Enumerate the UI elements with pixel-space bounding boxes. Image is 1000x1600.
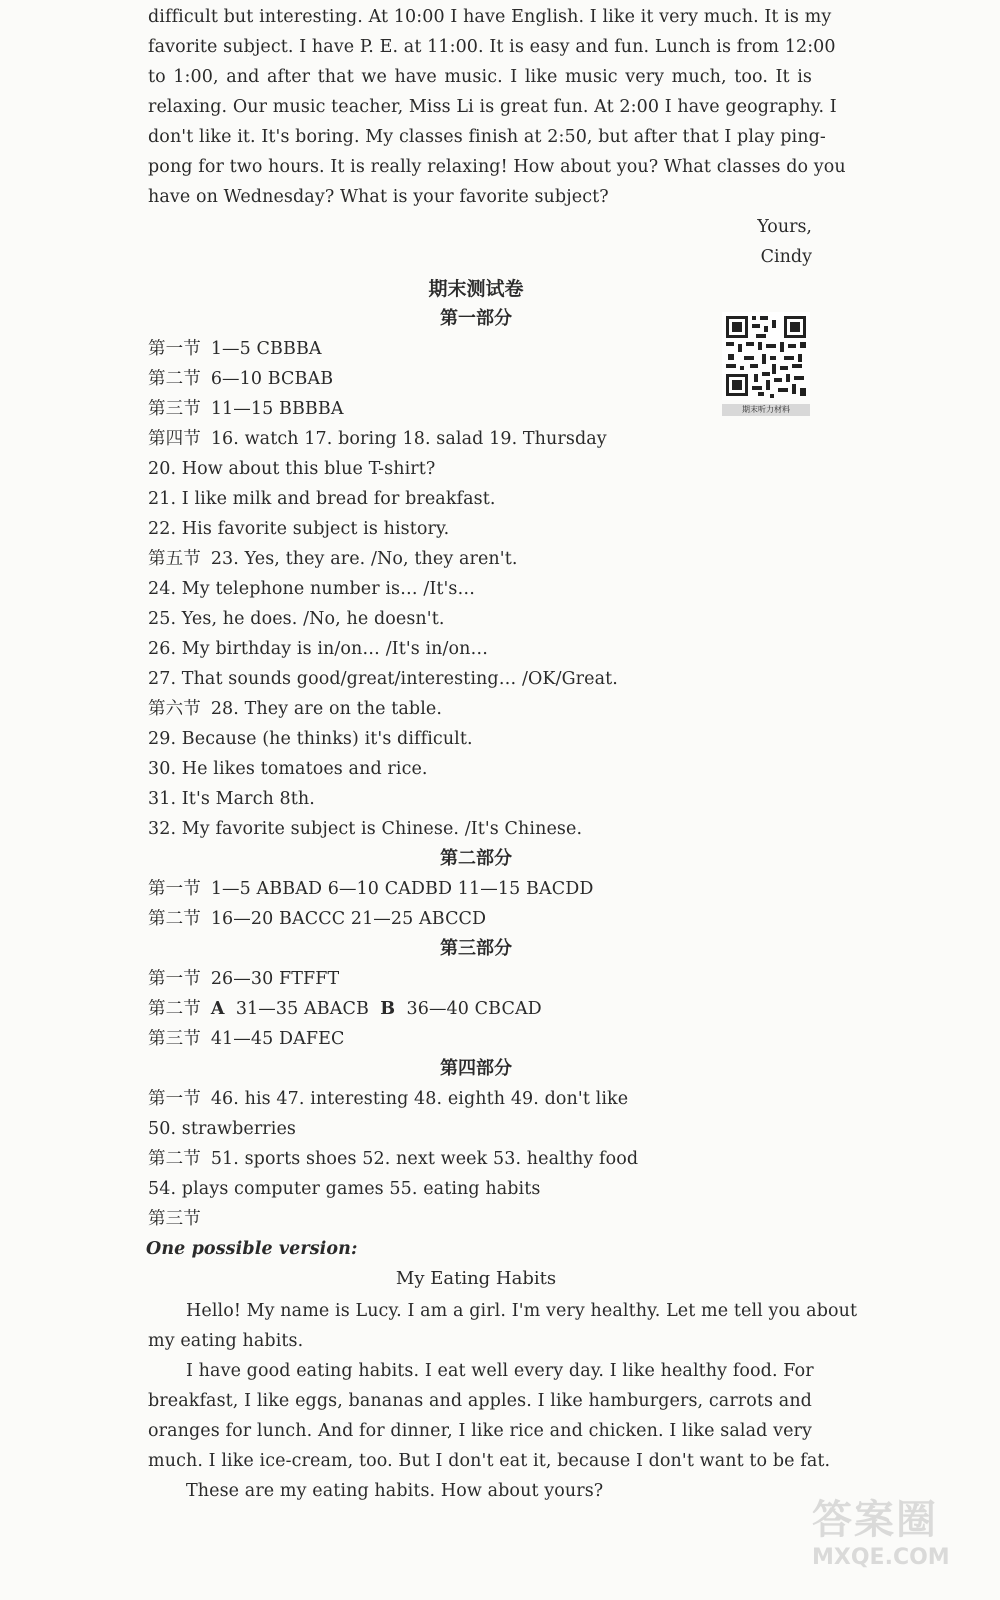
answer-text: 29. Because (he thinks) it's difficult.	[148, 729, 473, 749]
answer-text: 20. How about this blue T-shirt?	[148, 459, 436, 479]
essay-line: I have good eating habits. I eat well every day. I like healthy food. For	[186, 1361, 814, 1381]
answer-line	[148, 394, 344, 424]
answer-text: 23. Yes, they are. /No, they aren't.	[210, 549, 518, 569]
section-label: 第二节	[148, 1149, 201, 1169]
answer-text: 31. It's March 8th.	[148, 789, 315, 809]
subsection-a: A	[210, 999, 225, 1019]
essay-line: oranges for lunch. And for dinner, I like rice and chicken. I like salad very	[148, 1421, 812, 1441]
answer-text: 11—15 BBBBA	[210, 399, 344, 419]
answer-line	[148, 364, 333, 394]
answer-line	[148, 1204, 211, 1234]
letter-closing: Yours,	[757, 217, 812, 237]
answer-text: 25. Yes, he does. /No, he doesn't.	[148, 609, 445, 629]
answer-line	[148, 904, 486, 934]
answer-line	[148, 424, 607, 454]
answer-text: 30. He likes tomatoes and rice.	[148, 759, 428, 779]
essay-line: These are my eating habits. How about yours?	[186, 1481, 604, 1501]
answer-line	[148, 1114, 296, 1144]
answer-line	[148, 994, 542, 1024]
section-label: 第四节	[148, 429, 201, 449]
answer-text: 24. My telephone number is… /It's…	[148, 579, 476, 599]
section-label: 第一节	[148, 879, 201, 899]
answer-text: 28. They are on the table.	[210, 699, 443, 719]
section-label: 第二节	[148, 369, 201, 389]
letter-line: have on Wednesday? What is your favorite subject?	[148, 187, 609, 207]
answer-text: 26. My birthday is in/on… /It's in/on…	[148, 639, 489, 659]
answer-text: 16. watch 17. boring 18. salad 19. Thursday	[210, 429, 607, 449]
answer-text: 51. sports shoes 52. next week 53. healthy food	[210, 1149, 639, 1169]
answer-line	[148, 814, 582, 844]
section-label: 第三节	[148, 1029, 201, 1049]
answer-line	[148, 664, 618, 694]
watermark-text: 答案圈	[812, 1497, 938, 1543]
answer-line	[148, 1144, 638, 1174]
answer-line	[148, 964, 339, 994]
watermark-logo	[812, 1488, 982, 1593]
watermark-url: MXQE.COM	[812, 1545, 950, 1570]
answer-line	[148, 514, 449, 544]
letter-line: to 1:00, and after that we have music. I like music very much, too. It is	[148, 67, 812, 87]
essay-title: My Eating Habits	[395, 1268, 557, 1289]
answer-line	[148, 1174, 540, 1204]
answer-text: 1—5 ABBAD 6—10 CADBD 11—15 BACDD	[210, 879, 594, 899]
section-label: 第三节	[148, 399, 201, 419]
essay-line: Hello! My name is Lucy. I am a girl. I'm very healthy. Let me tell you about	[186, 1301, 858, 1321]
answer-text: 6—10 BCBAB	[210, 369, 334, 389]
letter-line: pong for two hours. It is really relaxing! How about you? What classes do you	[148, 157, 846, 177]
answer-text: 54. plays computer games 55. eating habits	[148, 1179, 541, 1199]
essay-line: breakfast, I like eggs, bananas and apples. I like hamburgers, carrots and	[148, 1391, 812, 1411]
section-label: 第三节	[148, 1209, 201, 1229]
section-heading: 第三部分	[440, 938, 512, 959]
answer-line	[148, 574, 475, 604]
qr-caption: 期末听力材料	[722, 404, 810, 416]
answer-text: 50. strawberries	[148, 1119, 297, 1139]
answer-line	[148, 724, 473, 754]
letter-line: favorite subject. I have P. E. at 11:00. It is easy and fun. Lunch is from 12:00	[148, 37, 836, 57]
section-heading: 第四部分	[440, 1058, 512, 1079]
answer-text: 1—5 CBBBA	[210, 339, 322, 359]
answer-line	[148, 694, 442, 724]
essay-line: much. I like ice-cream, too. But I don't eat it, because I don't want to be fat.	[148, 1451, 831, 1471]
section-heading: 第二部分	[440, 848, 512, 869]
answer-line	[148, 454, 435, 484]
section-label: 第五节	[148, 549, 201, 569]
answer-line	[148, 1084, 628, 1114]
answer-line	[148, 784, 315, 814]
answer-line	[148, 604, 445, 634]
answer-text: 26—30 FTFFT	[210, 969, 340, 989]
answer-text: 32. My favorite subject is Chinese. /It's Chinese.	[148, 819, 583, 839]
answer-text: 36—40 CBCAD	[406, 999, 542, 1019]
answer-line	[148, 334, 322, 364]
letter-line: difficult but interesting. At 10:00 I have English. I like it very much. It is my	[148, 7, 832, 27]
answer-line	[148, 874, 593, 904]
version-label: One possible version:	[146, 1239, 358, 1259]
answer-text: 27. That sounds good/great/interesting… /OK/Great.	[148, 669, 618, 689]
essay-line: my eating habits.	[148, 1331, 304, 1351]
answer-text: 31—35 ABACB	[235, 999, 369, 1019]
letter-line: don't like it. It's boring. My classes finish at 2:50, but after that I play ping-	[148, 127, 826, 147]
answer-text: 21. I like milk and bread for breakfast.	[148, 489, 496, 509]
answer-line	[148, 1024, 345, 1054]
section-label: 第六节	[148, 699, 201, 719]
section-label: 第一节	[148, 1089, 201, 1109]
answer-text: 16—20 BACCC 21—25 ABCCD	[210, 909, 487, 929]
subsection-b: B	[380, 999, 396, 1019]
answer-line	[148, 754, 428, 784]
answer-line	[148, 544, 518, 574]
section-heading: 第一部分	[440, 308, 512, 329]
exam-title: 期末测试卷	[428, 278, 524, 300]
section-label: 第二节	[148, 999, 201, 1019]
answer-text: 22. His favorite subject is history.	[148, 519, 450, 539]
letter-signature: Cindy	[760, 247, 812, 267]
answer-line	[148, 634, 488, 664]
answer-text: 46. his 47. interesting 48. eighth 49. don't like	[210, 1089, 629, 1109]
section-label: 第一节	[148, 969, 201, 989]
answer-line	[148, 484, 496, 514]
letter-line: relaxing. Our music teacher, Miss Li is great fun. At 2:00 I have geography. I	[148, 97, 837, 117]
answer-text: 41—45 DAFEC	[210, 1029, 345, 1049]
section-label: 第一节	[148, 339, 201, 359]
section-label: 第二节	[148, 909, 201, 929]
